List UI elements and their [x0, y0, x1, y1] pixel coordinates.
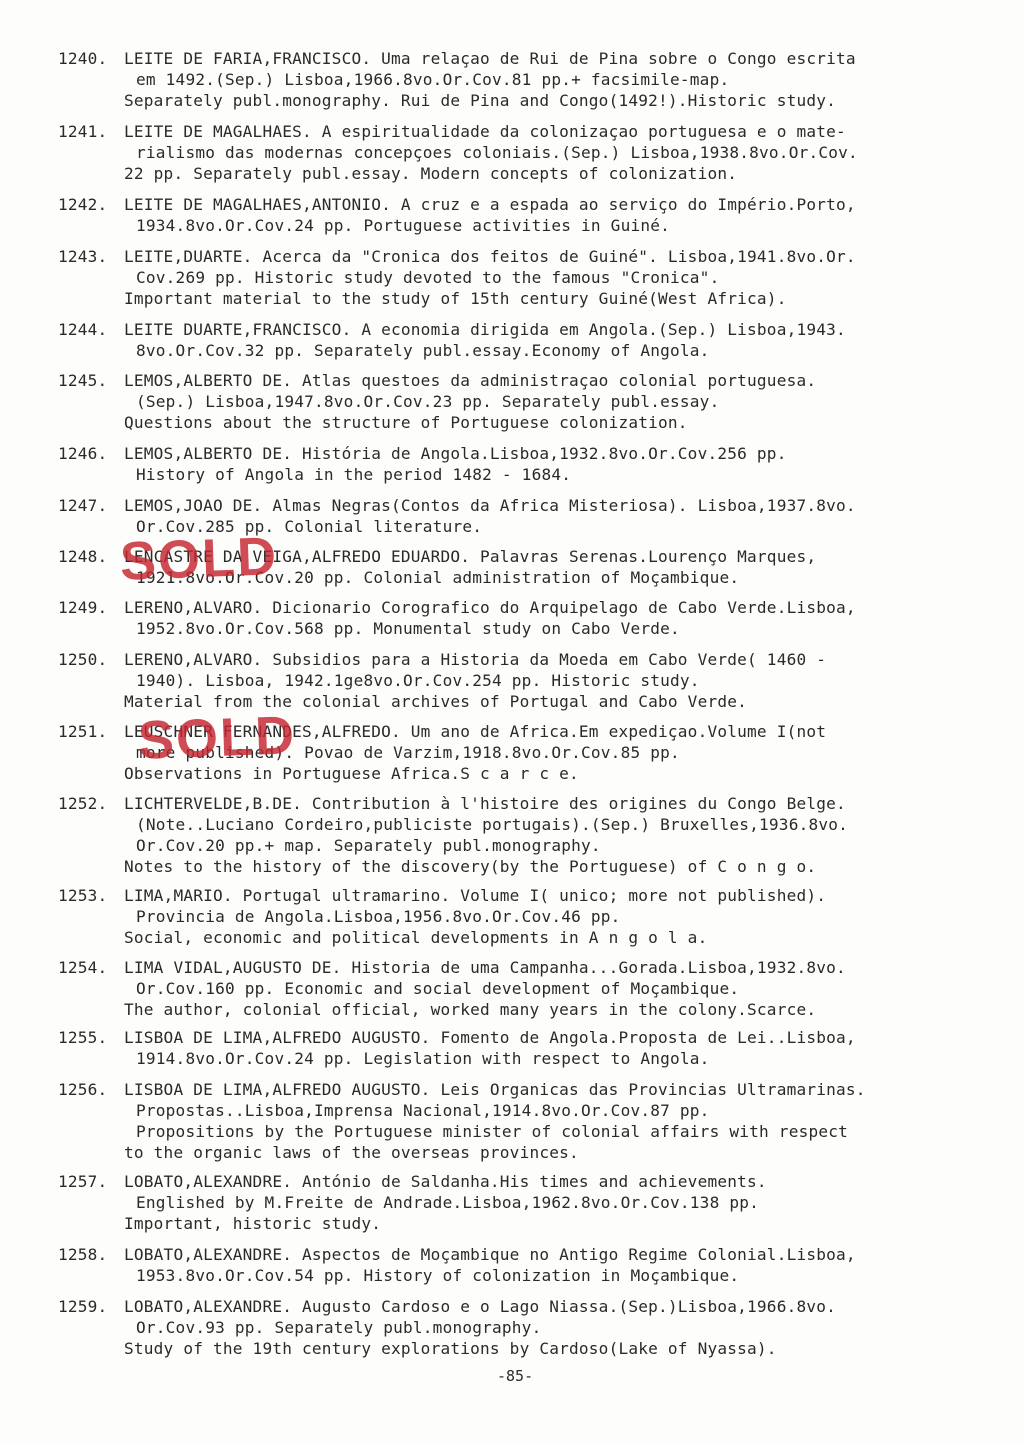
- entry-number: 1247.: [58, 496, 108, 515]
- entry-number: 1240.: [58, 49, 108, 68]
- entry-line: Observations in Portuguese Africa.S c a r c e.: [124, 764, 579, 783]
- catalogue-entry: [58, 443, 958, 485]
- entry-number: 1255.: [58, 1028, 108, 1047]
- entry-text: LEITE,DUARTE. Acerca da "Cronica dos feitos de Guiné". Lisboa,1941.8vo.Or.: [124, 247, 856, 266]
- entry-text: LEITE DE MAGALHAES,ANTONIO. A cruz e a espada ao serviço do Império.Porto,: [124, 195, 856, 214]
- entry-text: LEMOS,JOAO DE. Almas Negras(Contos da Africa Misteriosa). Lisboa,1937.8vo.: [124, 496, 856, 515]
- catalogue-entry: [58, 793, 958, 877]
- entry-line: 1914.8vo.Or.Cov.24 pp. Legislation with respect to Angola.: [136, 1049, 710, 1068]
- catalogue-entry: [58, 1244, 958, 1286]
- entry-line: 8vo.Or.Cov.32 pp. Separately publ.essay.Economy of Angola.: [136, 341, 710, 360]
- entry-line: History of Angola in the period 1482 - 1684.: [136, 465, 572, 484]
- entry-number: 1253.: [58, 886, 108, 905]
- entry-number: 1256.: [58, 1080, 108, 1099]
- entry-text: LENCASTRE DA VEIGA,ALFREDO EDUARDO. Palavras Serenas.Lourenço Marques,: [124, 547, 817, 566]
- entry-line: Separately publ.monography. Rui de Pina and Congo(1492!).Historic study.: [124, 91, 837, 110]
- catalogue-entry: [58, 957, 958, 1020]
- entry-number: 1251.: [58, 722, 108, 741]
- entry-first-line: [58, 48, 958, 69]
- entry-line: (Note..Luciano Cordeiro,publiciste portugais).(Sep.) Bruxelles,1936.8vo.: [136, 815, 849, 834]
- entry-line: Propositions by the Portuguese minister of colonial affairs with respect: [136, 1122, 849, 1141]
- entry-line: Social, economic and political developments in A n g o l a.: [124, 928, 708, 947]
- entry-line: Englished by M.Freite de Andrade.Lisboa,1962.8vo.Or.Cov.138 pp.: [136, 1193, 760, 1212]
- entry-text: LIMA,MARIO. Portugal ultramarino. Volume I( unico; more not published).: [124, 886, 827, 905]
- entry-line: 1952.8vo.Or.Cov.568 pp. Monumental study on Cabo Verde.: [136, 619, 680, 638]
- catalogue-entry: [58, 121, 958, 184]
- entry-line: The author, colonial official, worked many years in the colony.Scarce.: [124, 1000, 817, 1019]
- sold-stamp: SOLD: [137, 705, 298, 771]
- entry-number: 1243.: [58, 247, 108, 266]
- entry-first-line: [58, 885, 958, 906]
- entry-text: LISBOA DE LIMA,ALFREDO AUGUSTO. Leis Organicas das Provincias Ultramarinas.: [124, 1080, 866, 1099]
- entry-first-line: [58, 1027, 958, 1048]
- entry-text: LISBOA DE LIMA,ALFREDO AUGUSTO. Fomento de Angola.Proposta de Lei..Lisboa,: [124, 1028, 856, 1047]
- entry-line: Cov.269 pp. Historic study devoted to the famous "Cronica".: [136, 268, 720, 287]
- entry-line: Propostas..Lisboa,Imprensa Nacional,1914.8vo.Or.Cov.87 pp.: [136, 1101, 710, 1120]
- entry-first-line: [58, 319, 958, 340]
- entry-number: 1257.: [58, 1172, 108, 1191]
- entry-text: LOBATO,ALEXANDRE. Augusto Cardoso e o Lago Niassa.(Sep.)Lisboa,1966.8vo.: [124, 1297, 837, 1316]
- entry-line: to the organic laws of the overseas provinces.: [124, 1143, 579, 1162]
- sold-stamp: SOLD: [119, 526, 280, 592]
- entry-first-line: [58, 793, 958, 814]
- entry-line: rialismo das modernas concepçoes coloniais.(Sep.) Lisboa,1938.8vo.Or.Cov.: [136, 143, 858, 162]
- entry-first-line: [58, 194, 958, 215]
- entry-first-line: [58, 495, 958, 516]
- entry-line: Notes to the history of the discovery(by the Portuguese) of C o n g o.: [124, 857, 817, 876]
- entry-line: Material from the colonial archives of Portugal and Cabo Verde.: [124, 692, 748, 711]
- entry-text: LIMA VIDAL,AUGUSTO DE. Historia de uma Campanha...Gorada.Lisboa,1932.8vo.: [124, 958, 846, 977]
- entry-first-line: [58, 121, 958, 142]
- catalogue-entry: [58, 1079, 958, 1163]
- catalogue-entry: [58, 1171, 958, 1234]
- entry-line: Important, historic study.: [124, 1214, 382, 1233]
- entry-line: (Sep.) Lisboa,1947.8vo.Or.Cov.23 pp. Separately publ.essay.: [136, 392, 720, 411]
- entry-number: 1248.: [58, 547, 108, 566]
- entry-number: 1242.: [58, 195, 108, 214]
- entry-line: Study of the 19th century explorations by Cardoso(Lake of Nyassa).: [124, 1339, 777, 1358]
- catalogue-entry: [58, 649, 958, 712]
- entry-first-line: [58, 246, 958, 267]
- entry-text: LEITE DE MAGALHAES. A espiritualidade da colonizaçao portuguesa e o mate-: [124, 122, 846, 141]
- entry-text: LEUSCHNER FERNANDES,ALFREDO. Um ano de Africa.Em expediçao.Volume I(not: [124, 722, 827, 741]
- entry-line: 22 pp. Separately publ.essay. Modern concepts of colonization.: [124, 164, 738, 183]
- entry-number: 1241.: [58, 122, 108, 141]
- entry-number: 1249.: [58, 598, 108, 617]
- entry-text: LERENO,ALVARO. Subsidios para a Historia da Moeda em Cabo Verde( 1460 -: [124, 650, 827, 669]
- entry-text: LEMOS,ALBERTO DE. Atlas questoes da administraçao colonial portuguesa.: [124, 371, 817, 390]
- catalogue-entry: [58, 194, 958, 236]
- catalogue-entry: [58, 48, 958, 111]
- entry-number: 1245.: [58, 371, 108, 390]
- entry-first-line: [58, 1079, 958, 1100]
- entry-number: 1250.: [58, 650, 108, 669]
- catalogue-entry: [58, 1296, 958, 1359]
- catalogue-entry: [58, 1027, 958, 1069]
- entry-text: LEMOS,ALBERTO DE. História de Angola.Lisboa,1932.8vo.Or.Cov.256 pp.: [124, 444, 787, 463]
- entry-text: LOBATO,ALEXANDRE. António de Saldanha.His times and achievements.: [124, 1172, 767, 1191]
- entry-line: Or.Cov.285 pp. Colonial literature.: [136, 517, 483, 536]
- entry-number: 1258.: [58, 1245, 108, 1264]
- entry-number: 1259.: [58, 1297, 108, 1316]
- entry-first-line: [58, 649, 958, 670]
- entry-text: LOBATO,ALEXANDRE. Aspectos de Moçambique no Antigo Regime Colonial.Lisboa,: [124, 1245, 856, 1264]
- page-number: -85-: [497, 1367, 534, 1385]
- entry-number: 1244.: [58, 320, 108, 339]
- entry-line: Or.Cov.93 pp. Separately publ.monography.: [136, 1318, 542, 1337]
- entry-first-line: [58, 597, 958, 618]
- entry-line: 1921.8vo.Or.Cov.20 pp. Colonial administration of Moçambique.: [136, 568, 740, 587]
- entry-line: Or.Cov.160 pp. Economic and social development of Moçambique.: [136, 979, 740, 998]
- entry-line: em 1492.(Sep.) Lisboa,1966.8vo.Or.Cov.81 pp.+ facsimile-map.: [136, 70, 730, 89]
- entry-text: LEITE DE FARIA,FRANCISCO. Uma relaçao de Rui de Pina sobre o Congo escrita: [124, 49, 856, 68]
- catalogue-entry: [58, 885, 958, 948]
- entry-first-line: [58, 1296, 958, 1317]
- entry-first-line: [58, 957, 958, 978]
- entry-first-line: [58, 1171, 958, 1192]
- entry-line: more published). Povao de Varzim,1918.8vo.Or.Cov.85 pp.: [136, 743, 680, 762]
- entry-first-line: [58, 1244, 958, 1265]
- entry-line: Provincia de Angola.Lisboa,1956.8vo.Or.Cov.46 pp.: [136, 907, 621, 926]
- entry-text: LICHTERVELDE,B.DE. Contribution à l'histoire des origines du Congo Belge.: [124, 794, 846, 813]
- entry-line: 1953.8vo.Or.Cov.54 pp. History of colonization in Moçambique.: [136, 1266, 740, 1285]
- entry-number: 1246.: [58, 444, 108, 463]
- entry-line: Or.Cov.20 pp.+ map. Separately publ.monography.: [136, 836, 601, 855]
- entry-line: 1940). Lisboa, 1942.1ge8vo.Or.Cov.254 pp. Historic study.: [136, 671, 700, 690]
- catalogue-entry: [58, 597, 958, 639]
- entry-number: 1252.: [58, 794, 108, 813]
- entry-first-line: [58, 443, 958, 464]
- entry-line: 1934.8vo.Or.Cov.24 pp. Portuguese activities in Guiné.: [136, 216, 671, 235]
- entry-first-line: [58, 370, 958, 391]
- entry-number: 1254.: [58, 958, 108, 977]
- catalogue-entry: [58, 370, 958, 433]
- entry-text: LERENO,ALVARO. Dicionario Corografico do Arquipelago de Cabo Verde.Lisboa,: [124, 598, 856, 617]
- entry-text: LEITE DUARTE,FRANCISCO. A economia dirigida em Angola.(Sep.) Lisboa,1943.: [124, 320, 846, 339]
- catalogue-entry: [58, 246, 958, 309]
- catalogue-entry: [58, 319, 958, 361]
- entry-line: Important material to the study of 15th century Guiné(West Africa).: [124, 289, 787, 308]
- entry-line: Questions about the structure of Portuguese colonization.: [124, 413, 688, 432]
